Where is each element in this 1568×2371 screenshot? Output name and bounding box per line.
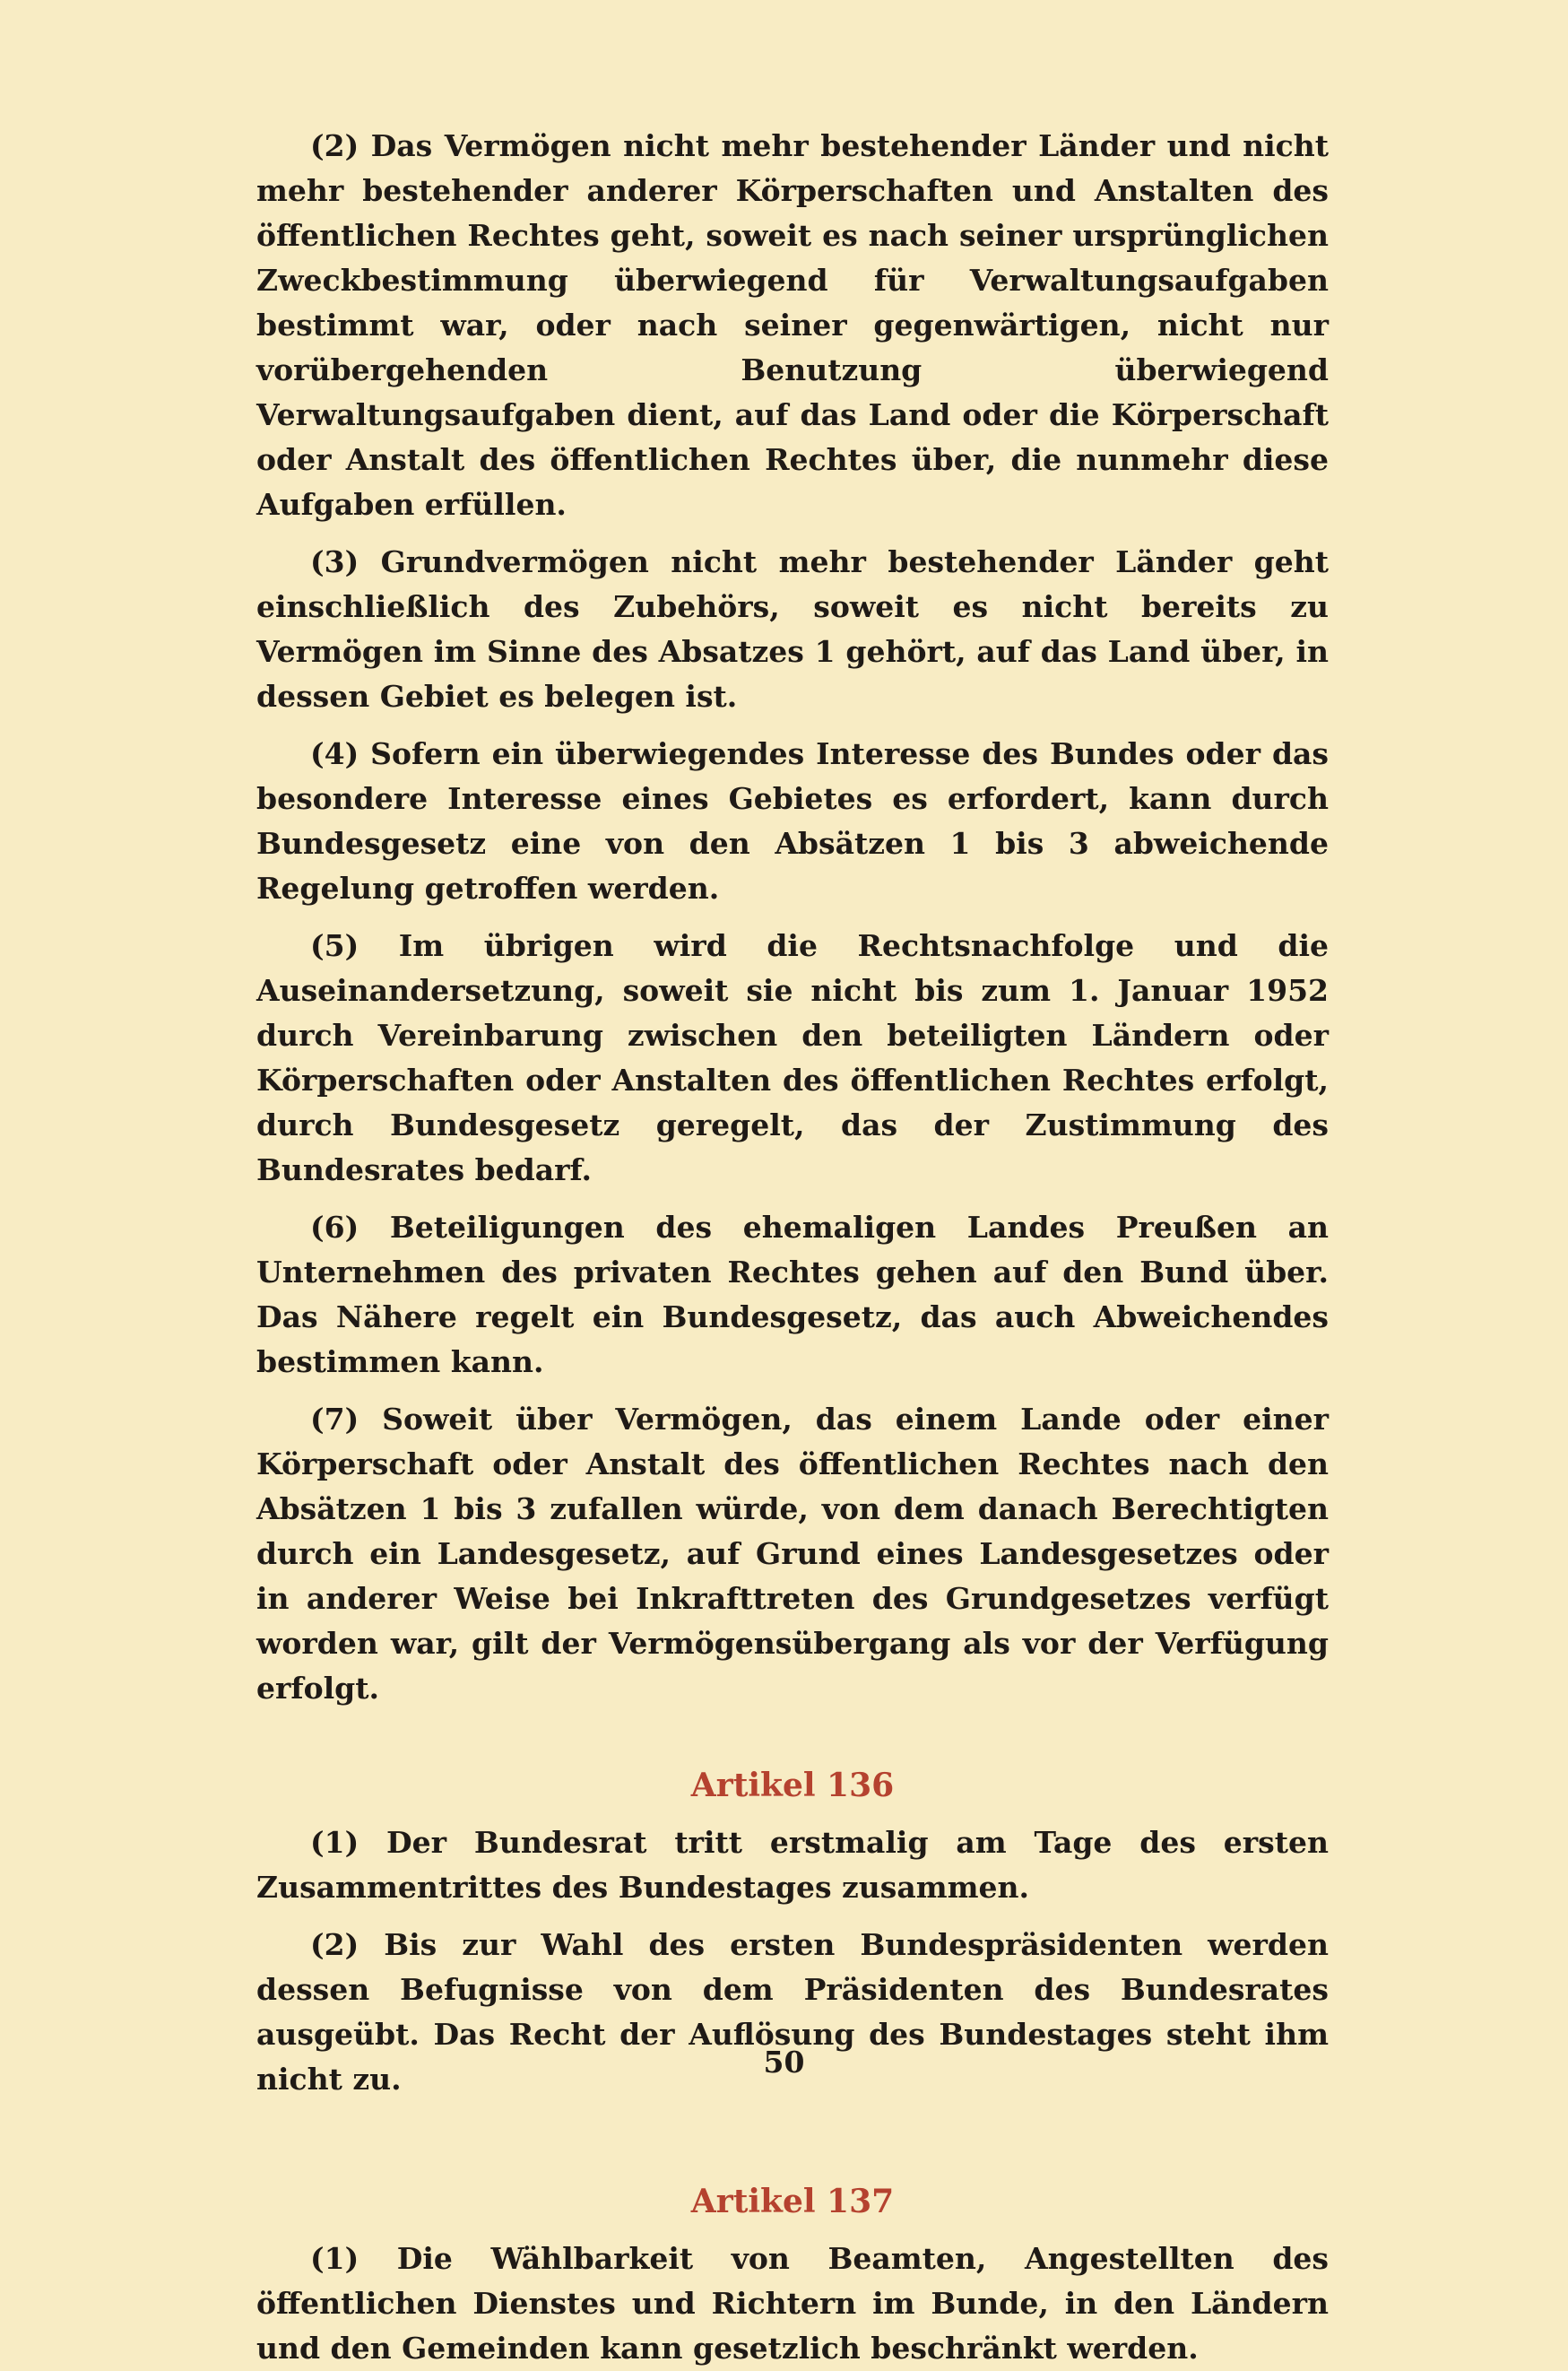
paragraph-135-2: (2) Das Vermögen nicht mehr bestehender Länder und nicht mehr bestehender anderer Körperschaften und Anstalten des öffentlichen Rechtes geht, soweit es nach seiner ursprünglichen Zweckbestimmung überwiegend für Verwaltungsaufgaben bestimmt war, oder nach seiner gegenwärtigen, nicht nur vorübergehenden Benutzung überwiegend Verwaltungsaufgaben dient, auf das Land oder die Körperschaft oder Anstalt des öffentlichen Rechtes über, die nunmehr diese Aufgaben erfüllen. bbox=[256, 128, 1329, 522]
page-number: 50 bbox=[763, 2045, 805, 2080]
paragraph-135-7: (7) Soweit über Vermögen, das einem Lande oder einer Körperschaft oder Anstalt des öffentlichen Rechtes nach den Absätzen 1 bis 3 zufallen würde, von dem danach Berechtigten durch ein Landesgesetz, auf Grund eines Landesgesetzes oder in anderer Weise bei Inkrafttreten des Grundgesetzes verfügt worden war, gilt der Vermögensübergang als vor der Verfügung erfolgt. bbox=[256, 1402, 1329, 1706]
paragraph-135-4: (4) Sofern ein überwiegendes Interesse des Bundes oder das besondere Interesse eines Gebietes es erfordert, kann durch Bundesgesetz eine von den Absätzen 1 bis 3 abweichende Regelung getroffen werden. bbox=[256, 736, 1329, 906]
article-136-heading: Artikel 136 bbox=[690, 1767, 895, 1804]
paragraph-135-6: (6) Beteiligungen des ehemaligen Landes Preußen an Unternehmen des privaten Rechtes gehen auf den Bund über. Das Nähere regelt ein Bundesgesetz, das auch Abweichendes bestimmen kann. bbox=[256, 1210, 1329, 1379]
paragraph-136-1: (1) Der Bundesrat tritt erstmalig am Tage des ersten Zusammentrittes des Bundestages zusammen. bbox=[256, 1825, 1329, 1905]
paragraph-135-5: (5) Im übrigen wird die Rechtsnachfolge und die Auseinandersetzung, soweit sie nicht bis zum 1. Januar 1952 durch Vereinbarung zwischen den beteiligten Ländern oder Körperschaften oder Anstalten des öffentlichen Rechtes erfolgt, durch Bundesgesetz geregelt, das der Zustimmung des Bundesrates bedarf. bbox=[256, 928, 1329, 1187]
article-137-heading: Artikel 137 bbox=[690, 2183, 895, 2220]
paragraph-137-1: (1) Die Wählbarkeit von Beamten, Angestellten des öffentlichen Dienstes und Richtern im Bunde, in den Ländern und den Gemeinden kann gesetzlich beschränkt werden. bbox=[256, 2241, 1329, 2366]
document-page bbox=[256, 124, 1329, 2371]
paragraph-136-2: (2) Bis zur Wahl des ersten Bundespräsidenten werden dessen Befugnisse von dem Präsidenten des Bundesrates ausgeübt. Das Recht der Auflösung des Bundestages steht ihm nicht zu. bbox=[256, 1927, 1329, 2097]
paragraph-135-3: (3) Grundvermögen nicht mehr bestehender Länder geht einschließlich des Zubehörs, soweit es nicht bereits zu Vermögen im Sinne des Absatzes 1 gehört, auf das Land über, in dessen Gebiet es belegen ist. bbox=[256, 544, 1329, 714]
